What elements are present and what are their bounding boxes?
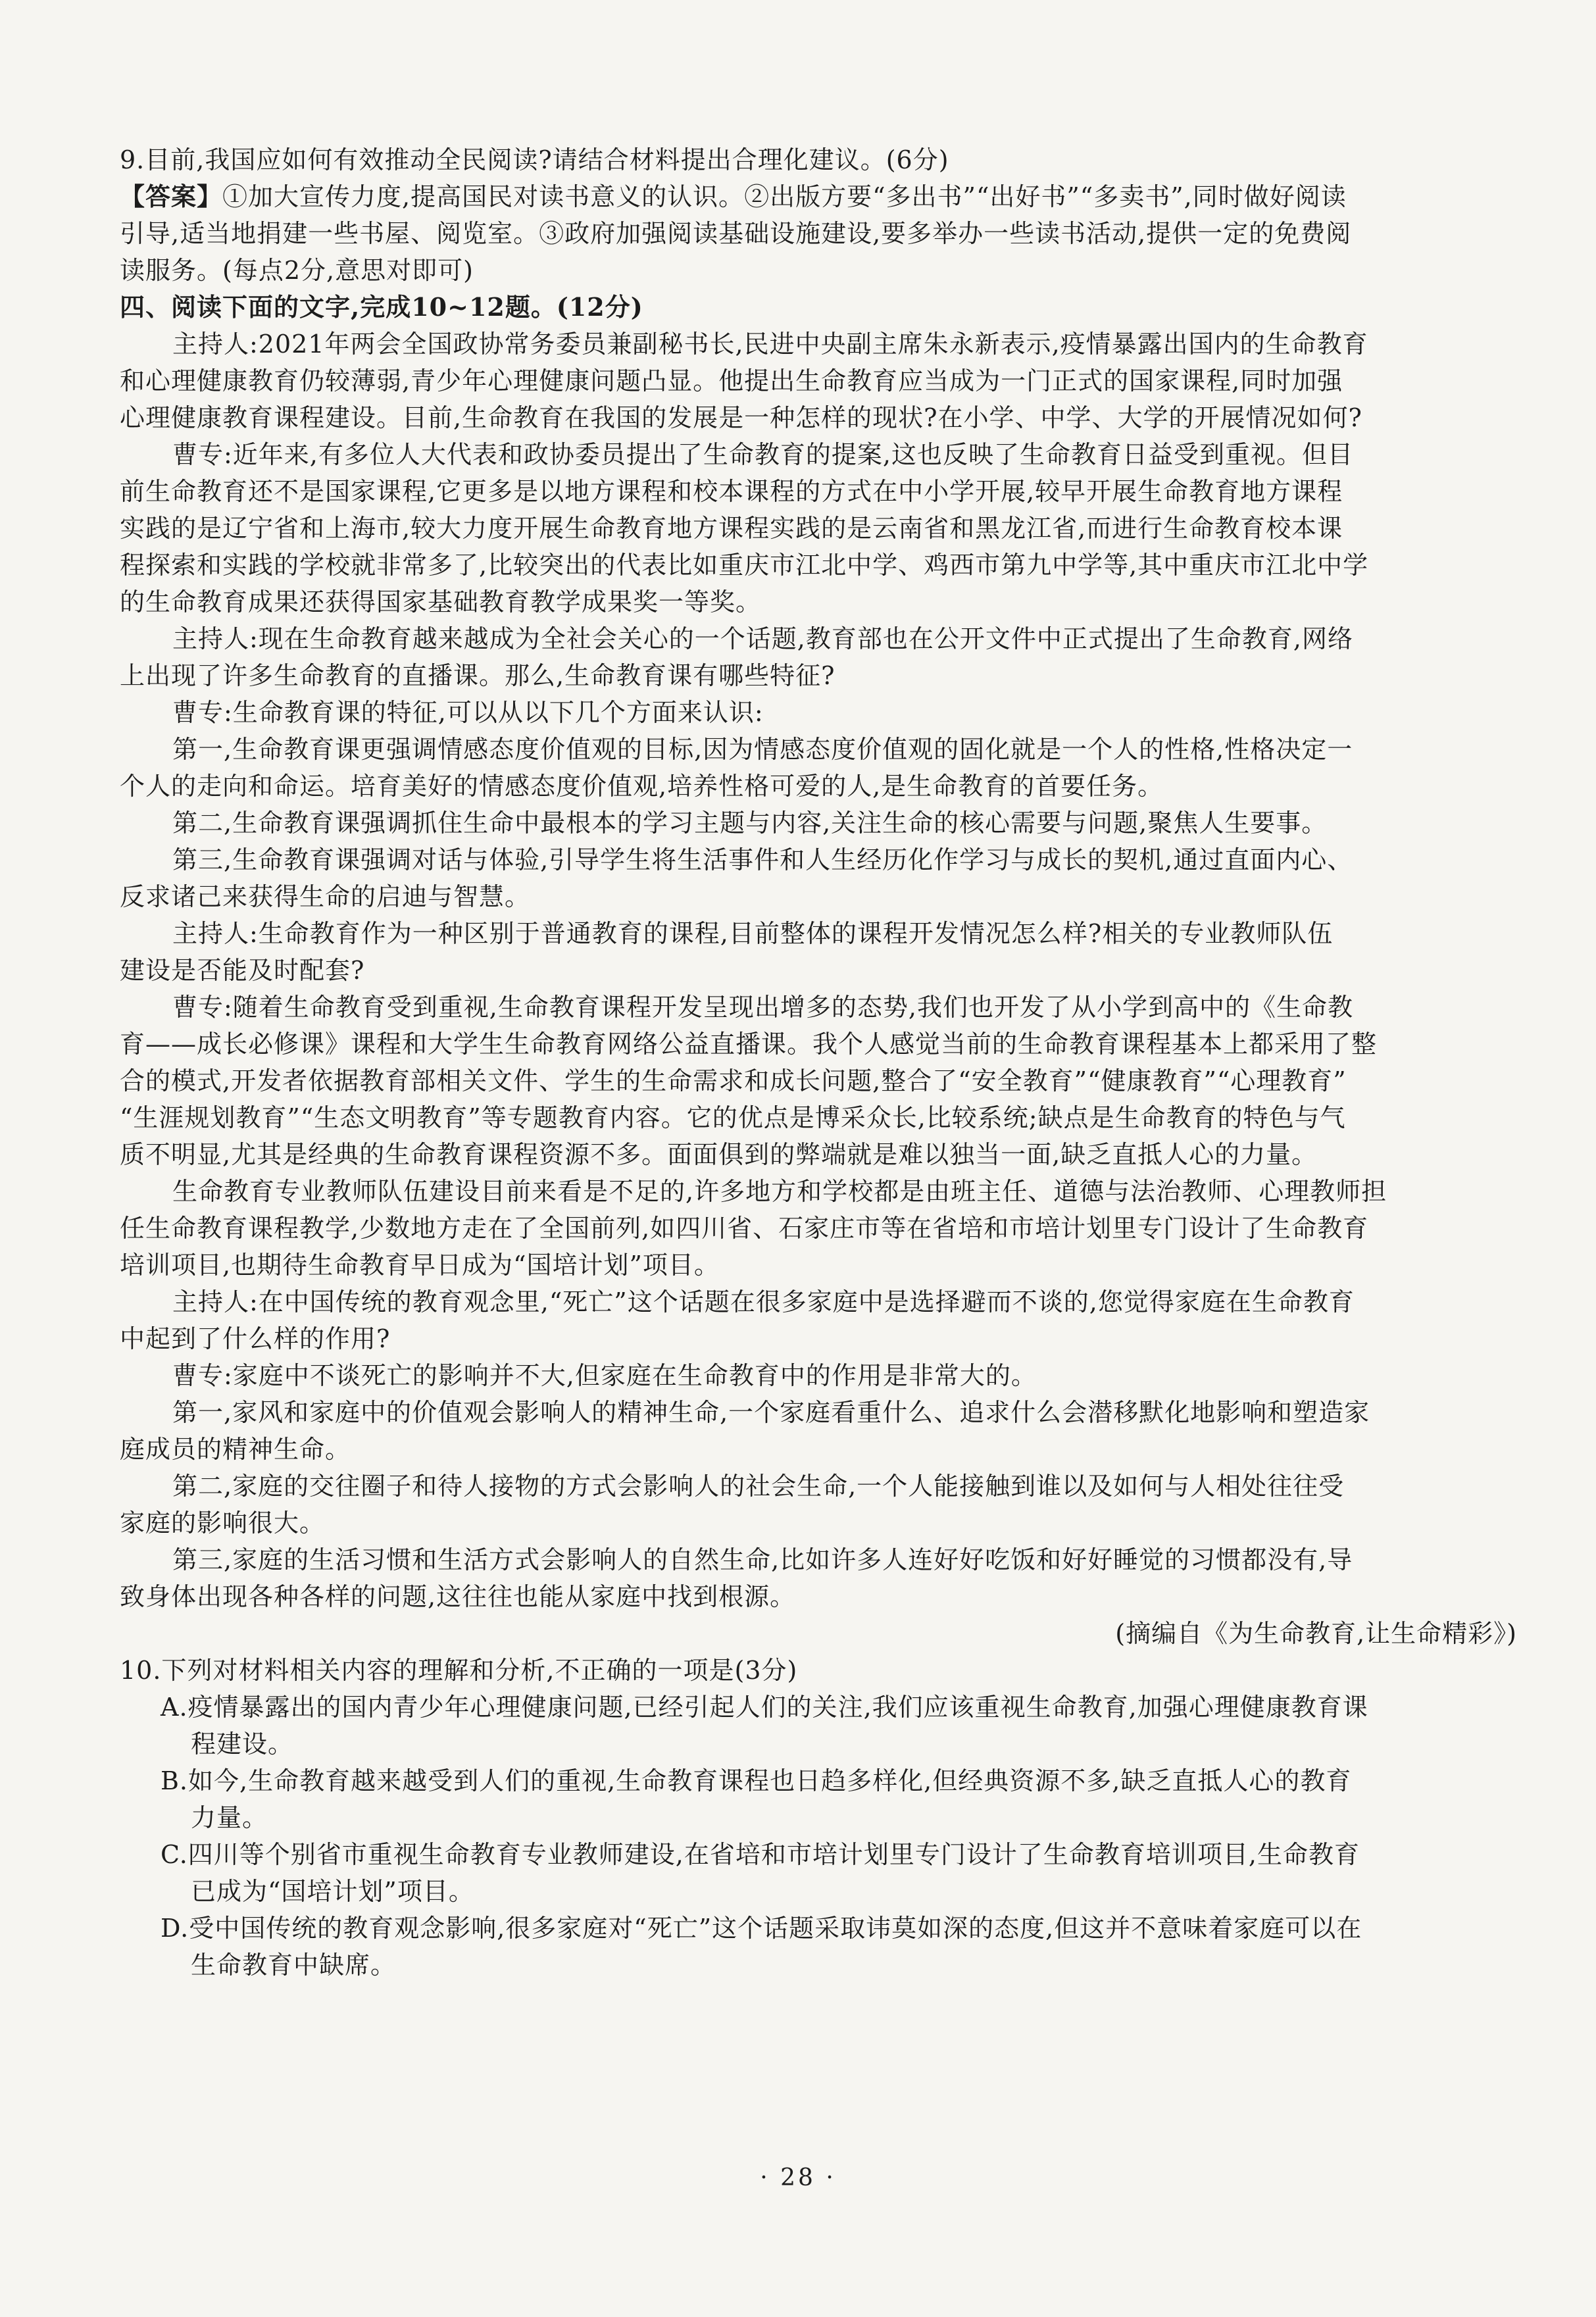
q10-stem: 10.下列对材料相关内容的理解和分析,不正确的一项是(3分): [120, 1656, 798, 1685]
q9-answer-line-3: 读服务。(每点2分,意思对即可): [120, 256, 474, 285]
q10-option-c: C.四川等个别省市重视生命教育专业教师建设,在省培和市培计划里专门设计了生命教育培训项目,生命教育: [161, 1840, 1360, 1869]
passage-line: 质不明显,尤其是经典的生命教育课程资源不多。面面俱到的弊端就是难以独当一面,缺乏直抵人心的力量。: [120, 1140, 1318, 1169]
passage-line: 和心理健康教育仍较薄弱,青少年心理健康问题凸显。他提出生命教育应当成为一门正式的国家课程,同时加强: [120, 366, 1343, 395]
passage-line: 心理健康教育课程建设。目前,生命教育在我国的发展是一种怎样的现状?在小学、中学、大学的开展情况如何?: [120, 403, 1362, 432]
passage-line: 合的模式,开发者依据教育部相关文件、学生的生命需求和成长问题,整合了“安全教育”“健康教育”“心理教育”: [120, 1066, 1347, 1095]
page-number: · 28 ·: [760, 2164, 836, 2191]
passage-line: 曹专:生命教育课的特征,可以从以下几个方面来认识:: [172, 698, 764, 727]
section-heading: 四、阅读下面的文字,完成10~12题。(12分): [120, 292, 643, 322]
q10-option-b: B.如今,生命教育越来越受到人们的重视,生命教育课程也日趋多样化,但经典资源不多,缺乏直抵人心的教育: [161, 1766, 1352, 1795]
passage-line: 建设是否能及时配套?: [120, 956, 365, 985]
q9-answer-line-2: 引导,适当地捐建一些书屋、阅览室。③政府加强阅读基础设施建设,要多举办一些读书活动,提供一定的免费阅: [120, 219, 1352, 248]
passage-line: 曹专:近年来,有多位人大代表和政协委员提出了生命教育的提案,这也反映了生命教育日益受到重视。但目: [172, 440, 1353, 469]
passage-line: 前生命教育还不是国家课程,它更多是以地方课程和校本课程的方式在中小学开展,较早开展生命教育地方课程: [120, 477, 1343, 506]
passage-line: 上出现了许多生命教育的直播课。那么,生命教育课有哪些特征?: [120, 661, 835, 690]
q10-option-b-cont: 力量。: [191, 1803, 268, 1832]
passage-line: 主持人:生命教育作为一种区别于普通教育的课程,目前整体的课程开发情况怎么样?相关的专业教师队伍: [172, 919, 1334, 948]
passage-line: 第一,家风和家庭中的价值观会影响人的精神生命,一个家庭看重什么、追求什么会潜移默化地影响和塑造家: [172, 1398, 1370, 1427]
passage-line: 家庭的影响很大。: [120, 1508, 326, 1537]
passage-line: 实践的是辽宁省和上海市,较大力度开展生命教育地方课程实践的是云南省和黑龙江省,而进行生命教育校本课: [120, 514, 1343, 543]
passage-line: 的生命教育成果还获得国家基础教育教学成果奖一等奖。: [120, 587, 762, 616]
q10-option-d: D.受中国传统的教育观念影响,很多家庭对“死亡”这个话题采取讳莫如深的态度,但这并不意味着家庭可以在: [161, 1914, 1362, 1943]
q9-answer-text: ①加大宣传力度,提高国民对读书意义的认识。②出版方要“多出书”“出好书”“多卖书”,同时做好阅读: [222, 182, 1347, 211]
passage-line: 致身体出现各种各样的问题,这往往也能从家庭中找到根源。: [120, 1582, 796, 1611]
passage-line: 第二,生命教育课强调抓住生命中最根本的学习主题与内容,关注生命的核心需要与问题,聚焦人生要事。: [172, 809, 1328, 837]
passage-line: 庭成员的精神生命。: [120, 1435, 351, 1464]
q9-answer-line-1: [120, 178, 1524, 215]
q10-option-d-cont: 生命教育中缺席。: [191, 1951, 397, 1980]
q9-question: 9.目前,我国应如何有效推动全民阅读?请结合材料提出合理化建议。(6分): [120, 145, 949, 174]
passage-line: 曹专:随着生命教育受到重视,生命教育课程开发呈现出增多的态势,我们也开发了从小学到高中的《生命教: [172, 993, 1353, 1022]
passage-line: 第三,生命教育课强调对话与体验,引导学生将生活事件和人生经历化作学习与成长的契机,通过直面内心、: [172, 845, 1353, 874]
passage-line: 主持人:现在生命教育越来越成为全社会关心的一个话题,教育部也在公开文件中正式提出了生命教育,网络: [172, 624, 1353, 653]
answer-label: 【答案】: [120, 182, 223, 211]
passage-line: 曹专:家庭中不谈死亡的影响并不大,但家庭在生命教育中的作用是非常大的。: [172, 1361, 1037, 1390]
question-10: [120, 1652, 1524, 1983]
attribution: (摘编自《为生命教育,让生命精彩》): [1115, 1619, 1517, 1648]
passage-line: 第三,家庭的生活习惯和生活方式会影响人的自然生命,比如许多人连好好吃饭和好好睡觉的习惯都没有,导: [172, 1545, 1353, 1574]
passage-line: 个人的走向和命运。培育美好的情感态度价值观,培养性格可爱的人,是生命教育的首要任务。: [120, 772, 1164, 801]
passage-line: 第二,家庭的交往圈子和待人接物的方式会影响人的社会生命,一个人能接触到谁以及如何与人相处往往受: [172, 1472, 1345, 1501]
passage: [120, 326, 1524, 1652]
passage-line: 育——成长必修课》课程和大学生生命教育网络公益直播课。我个人感觉当前的生命教育课程基本上都采用了整: [120, 1030, 1378, 1059]
q10-option-a: A.疫情暴露出的国内青少年心理健康问题,已经引起人们的关注,我们应该重视生命教育,加强心理健康教育课: [161, 1693, 1368, 1722]
passage-line: 培训项目,也期待生命教育早日成为“国培计划”项目。: [120, 1251, 720, 1280]
q10-option-c-cont: 已成为“国培计划”项目。: [191, 1877, 474, 1906]
passage-line: 主持人:2021年两会全国政协常务委员兼副秘书长,民进中央副主席朱永新表示,疫情暴露出国内的生命教育: [172, 330, 1368, 359]
passage-line: 中起到了什么样的作用?: [120, 1324, 391, 1353]
passage-line: 生命教育专业教师队伍建设目前来看是不足的,许多地方和学校都是由班主任、道德与法治教师、心理教师担: [172, 1177, 1387, 1206]
q10-option-a-cont: 程建设。: [191, 1730, 294, 1758]
passage-line: 主持人:在中国传统的教育观念里,“死亡”这个话题在很多家庭中是选择避而不谈的,您觉得家庭在生命教育: [172, 1287, 1355, 1316]
passage-line: 程探索和实践的学校就非常多了,比较突出的代表比如重庆市江北中学、鸡西市第九中学等,其中重庆市江北中学: [120, 551, 1369, 580]
passage-line: 任生命教育课程教学,少数地方走在了全国前列,如四川省、石家庄市等在省培和市培计划里专门设计了生命教育: [120, 1214, 1369, 1243]
passage-line: 反求诸己来获得生命的启迪与智慧。: [120, 882, 531, 911]
passage-line: “生涯规划教育”“生态文明教育”等专题教育内容。它的优点是博采众长,比较系统;缺点是生命教育的特色与气: [120, 1103, 1346, 1132]
passage-line: 第一,生命教育课更强调情感态度价值观的目标,因为情感态度价值观的固化就是一个人的性格,性格决定一: [172, 735, 1353, 764]
